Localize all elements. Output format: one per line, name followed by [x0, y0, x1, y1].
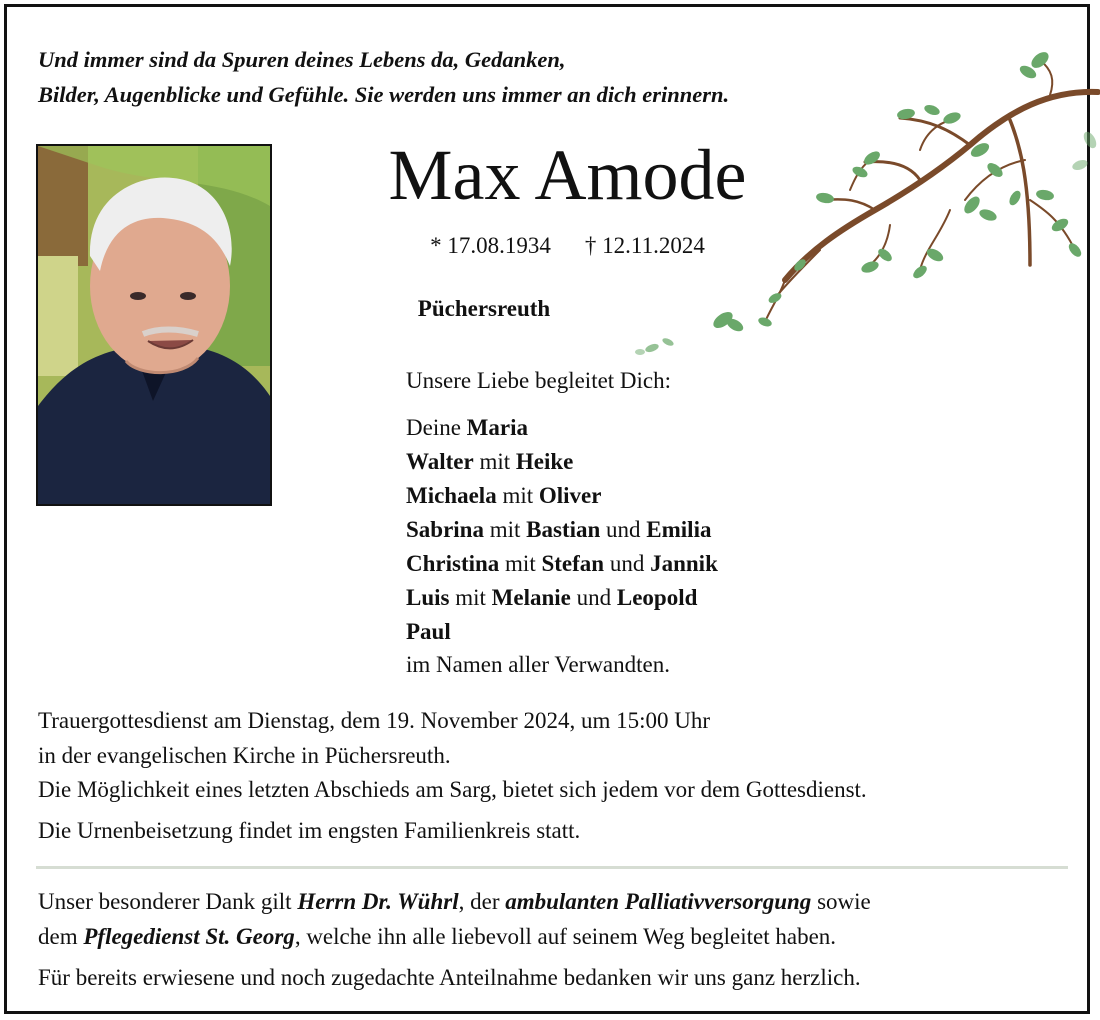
- birth-date: * 17.08.1934: [430, 233, 551, 258]
- list-item: Luis mit Melanie und Leopold: [406, 585, 698, 610]
- mourners-list: [406, 411, 718, 682]
- portrait-photo: [36, 144, 272, 506]
- service-info: [38, 704, 1078, 848]
- life-dates: [300, 233, 835, 259]
- service-line-3: Die Möglichkeit eines letzten Abschieds am Sarg, bietet sich jedem vor dem Gottesdienst.: [38, 777, 867, 802]
- service-line-1: Trauergottesdienst am Dienstag, dem 19. November 2024, um 15:00 Uhr: [38, 708, 711, 733]
- death-date: † 12.11.2024: [584, 233, 705, 258]
- mourners-closing: im Namen aller Verwandten.: [406, 652, 670, 677]
- section-divider: [36, 866, 1068, 869]
- list-item: Sabrina mit Bastian und Emilia: [406, 517, 712, 542]
- list-item: Paul: [406, 619, 451, 644]
- thanks-line-2: dem Pflegedienst St. Georg, welche ihn alle liebevoll auf seinem Weg begleitet haben.: [38, 924, 837, 949]
- motto-line-1: Und immer sind da Spuren deines Lebens da, Gedanken,: [38, 47, 566, 72]
- residence-place: Püchersreuth: [417, 296, 551, 321]
- list-item: Christina mit Stefan und Jannik: [406, 551, 718, 576]
- thanks-line-1: Unser besonderer Dank gilt Herrn Dr. Wührl, der ambulanten Palliativversorgung sowie: [38, 889, 871, 914]
- list-item: Walter mit Heike: [406, 449, 574, 474]
- motto-line-2: Bilder, Augenblicke und Gefühle. Sie werden uns immer an dich erinnern.: [38, 82, 730, 107]
- list-item: Deine Maria: [406, 415, 528, 440]
- thanks-section: [38, 884, 1078, 995]
- thanks-final: Für bereits erwiesene und noch zugedachte Anteilnahme bedanken wir uns ganz herzlich.: [38, 965, 861, 990]
- urn-burial-note: Die Urnenbeisetzung findet im engsten Familienkreis statt.: [38, 817, 581, 843]
- portrait-photo-icon: [38, 146, 270, 504]
- service-line-2: in der evangelischen Kirche in Püchersreuth.: [38, 742, 451, 768]
- deceased-name: Max Amode: [388, 135, 747, 215]
- list-item: Michaela mit Oliver: [406, 483, 602, 508]
- mourners-intro: Unsere Liebe begleitet Dich:: [406, 368, 672, 393]
